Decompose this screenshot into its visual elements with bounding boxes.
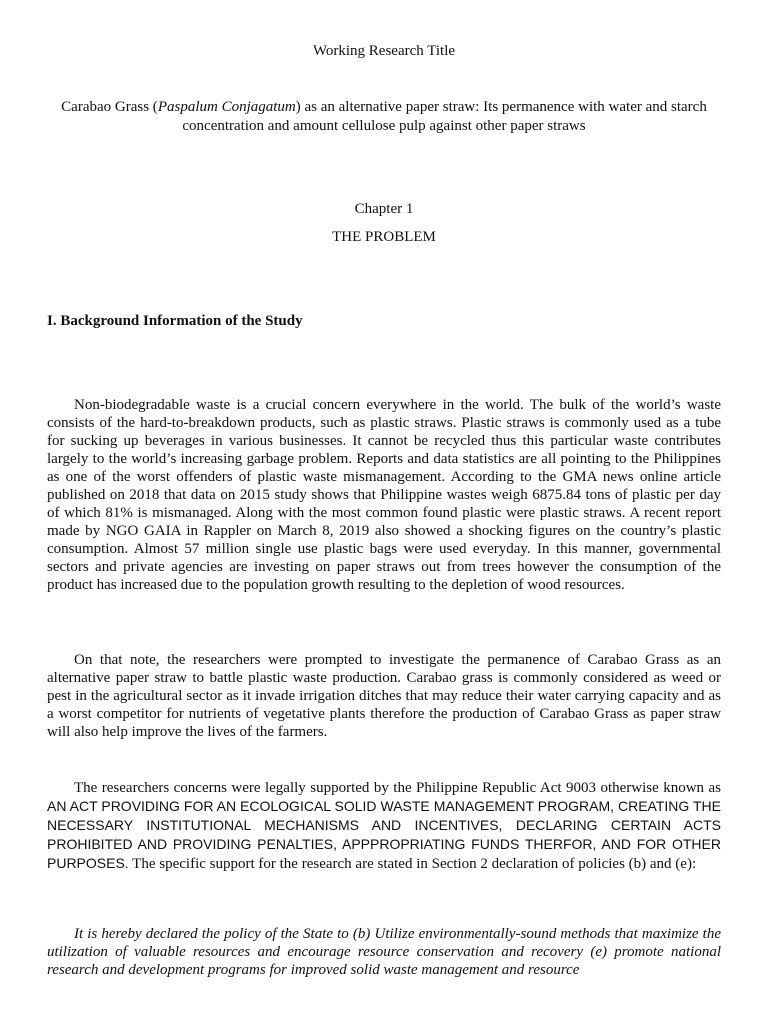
research-title — [40, 98, 728, 136]
research-title-part1: Carabao Grass ( — [61, 99, 158, 115]
paragraph-background: Non-biodegradable waste is a crucial concern everywhere in the world. The bulk of the world’s waste consists of the hard-to-breakdown products, such as plastic straws. Plastic straws is commonly used as a tube for sucking up beverages in various businesses. It cannot be recycled thus this particular waste contributes largely to the world’s increasing garbage problem. Reports and data statistics are all pointing to the Philippines as one of the worst offenders of plastic waste mismanagement. According to the GMA news online article published on 2018 that data on 2015 study shows that Philippine wastes weigh 6875.84 tons of plastic per day of which 81% is mismanaged. Along with the most common found plastic were plastic straws. A recent report made by NGO GAIA in Rappler on March 8, 2019 also showed a shocking figures on the country’s plastic consumption. Almost 57 million single use plastic bags were used everyday. In this manner, governmental sectors and private agencies are investing on paper straws out from trees however the consumption of the product has increased due to the population growth resulting to the depletion of wood resources. — [47, 397, 721, 593]
research-title-part2: ) as an alternative paper straw: Its permanence with water and starch concentration and amount cellulose pulp against other paper straws — [182, 99, 707, 134]
working-title: Working Research Title — [312, 43, 456, 59]
legal-end: The specific support for the research are stated in Section 2 declaration of policies (b) and (e): — [128, 856, 697, 872]
paragraph-carabao-grass: On that note, the researchers were prompted to investigate the permanence of Carabao Grass as an alternative paper straw to battle plastic waste production. Carabao grass is commonly considered as weed or pest in the agricultural sector as it invade irrigation ditches that may reduce their water carrying capacity and as a worst competitor for nutrients of vegetative plants therefore the production of Carabao Grass as paper straw will also help improve the lives of the farmers. — [47, 652, 721, 740]
chapter-name: THE PROBLEM — [332, 229, 436, 245]
legal-intro: The researchers concerns were legally supported by the Philippine Republic Act 9003 otherwise known as — [74, 780, 721, 796]
paragraph-legal-support — [47, 779, 721, 873]
research-title-species: Paspalum Conjagatum — [157, 99, 296, 115]
section-heading: I. Background Information of the Study — [47, 313, 303, 329]
chapter-label: Chapter 1 — [354, 201, 414, 217]
paragraph-policy-quote: It is hereby declared the policy of the State to (b) Utilize environmentally-sound methods that maximize the utilization of valuable resources and encourage resource conservation and recovery (e) promote national research and development programs for improved solid waste management and resource — [47, 926, 721, 978]
act-title: AN ACT PROVIDING FOR AN ECOLOGICAL SOLID WASTE MANAGEMENT PROGRAM, CREATING THE NECESSARY INSTITUTIONAL MECHANISMS AND INCENTIVES, DECLARING CERTAIN ACTS PROHIBITED AND PROVIDING PENALTIES, APPPROPRIATING FUNDS THERFOR, AND FOR OTHER PURPOSES. — [47, 798, 721, 871]
